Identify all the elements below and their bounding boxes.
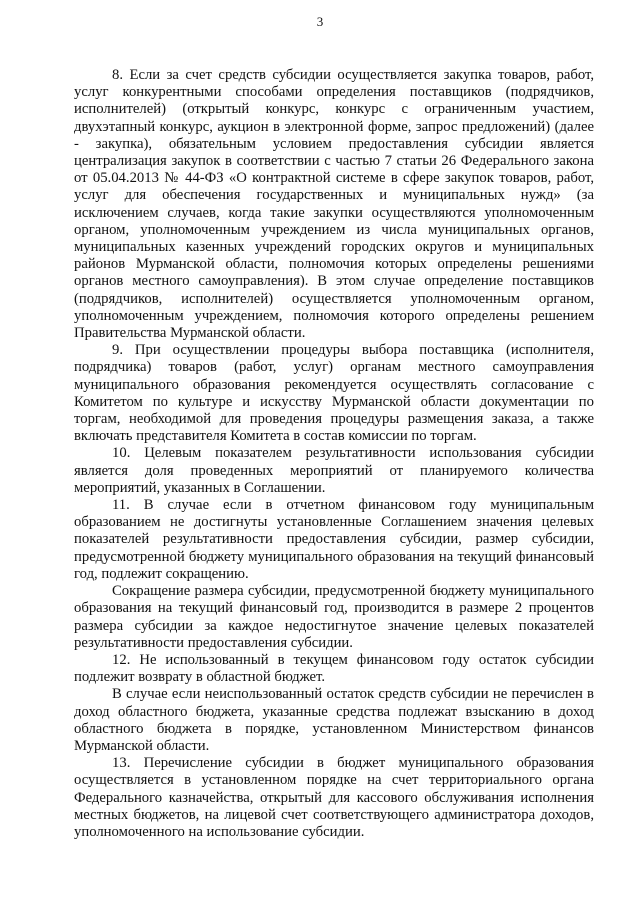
paragraph-9: 9. При осуществлении процедуры выбора поставщика (исполнителя, подрядчика) товаров (работ, услуг) органам местного самоуправления муниципального образования рекомендуется осуществлять согласование с Комитетом по культуре и искусству Мурманской области документации по торгам, необходимой для проведения процедуры размещения заказа, а также включать представителя Комитета в состав комиссии по торгам.	[74, 342, 594, 445]
paragraph-10: 10. Целевым показателем результативности использования субсидии является доля проведенных мероприятий от планируемого количества мероприятий, указанных в Соглашении.	[74, 445, 594, 496]
paragraph-13: 13. Перечисление субсидии в бюджет муниципального образования осуществляется в установленном порядке на счет территориального органа Федерального казначейства, открытый для кассового обслуживания исполнения местных бюджетов, на лицевой счет соответствующего администратора доходов, уполномоченного на использование субсидии.	[74, 755, 594, 840]
paragraph-8: 8. Если за счет средств субсидии осуществляется закупка товаров, работ, услуг конкурентными способами определения поставщиков (подрядчиков, исполнителей) (открытый конкурс, конкурс с ограниченным участием, двухэтапный конкурс, аукцион в электронной форме, запрос предложений) (далее - закупка), обязательным условием предоставления субсидии является централизация закупок в соответствии с частью 7 статьи 26 Федерального закона от 05.04.2013 № 44-ФЗ «О контрактной системе в сфере закупок товаров, работ, услуг для обеспечения государственных и муниципальных нужд» (за исключением случаев, когда такие закупки осуществляются уполномоченным органом, уполномоченным учреждением из числа муниципальных органов, муниципальных казенных учреждений городских округов и муниципальных районов Мурманской области, полномочия которых определены решениями органов местного самоуправления). В этом случае определение поставщиков (подрядчиков, исполнителей) осуществляется уполномоченным органом, уполномоченным учреждением, полномочия которого определены решением Правительства Мурманской области.	[74, 67, 594, 342]
paragraph-12: 12. Не использованный в текущем финансовом году остаток субсидии подлежит возврату в областной бюджет.	[74, 651, 594, 686]
paragraph-11: 11. В случае если в отчетном финансовом году муниципальным образованием не достигнуты установленные Соглашением значения целевых показателей результативности предоставления субсидии, размер субсидии, предусмотренной бюджету муниципального образования на текущий финансовый год, подлежит сокращению.	[74, 497, 594, 582]
paragraph-11-reduction: Сокращение размера субсидии, предусмотренной бюджету муниципального образования на текущий финансовый год, производится в размере 2 процентов размера субсидии за каждое недостигнутое значение целевых показателей результативности предоставления субсидии.	[74, 583, 594, 651]
document-body	[74, 67, 594, 841]
paragraph-12-recovery: В случае если неиспользованный остаток средств субсидии не перечислен в доход областного бюджета, указанные средства подлежат взысканию в доход областного бюджета в порядке, установленном Министерством финансов Мурманской области.	[74, 686, 594, 754]
page-number: 3	[316, 14, 324, 29]
